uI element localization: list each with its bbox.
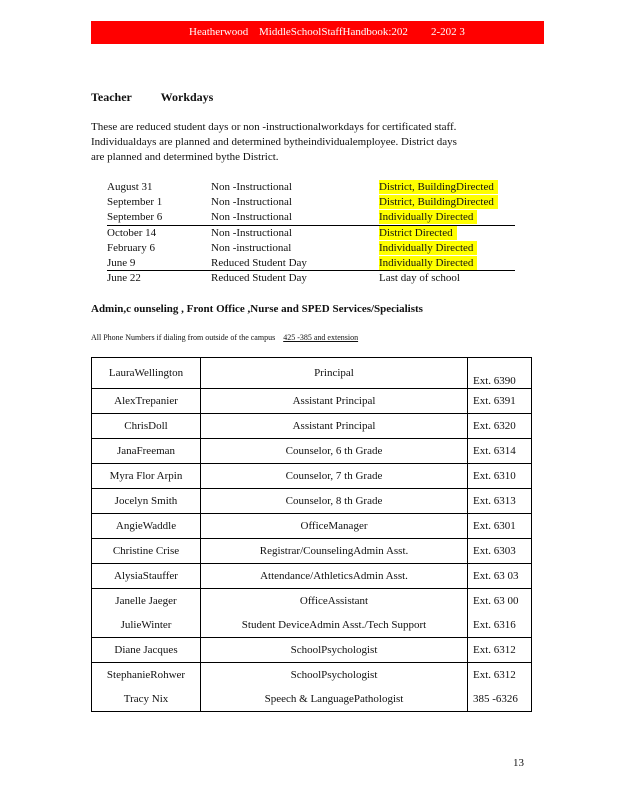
staff-name-cell — [92, 358, 201, 389]
staff-role: Registrar/CounselingAdmin Asst. — [259, 545, 409, 557]
staff-extension: 385 -6326 — [473, 693, 518, 705]
workday-date: September 6 — [107, 211, 163, 224]
staff-role: Counselor, 7 th Grade — [285, 470, 383, 482]
staff-heading: Admin,c ounseling , Front Office ,Nurse and SPED Services/Specialists — [91, 303, 423, 315]
workdays-heading-word1: Teacher — [91, 90, 132, 104]
staff-extension-cell — [468, 663, 532, 712]
workday-date: June 9 — [107, 257, 136, 269]
staff-name-cell — [92, 663, 201, 712]
workday-date: February 6 — [107, 241, 155, 254]
staff-role: Principal — [314, 367, 354, 379]
workday-directed: District, BuildingDirected — [379, 180, 498, 194]
staff-role-cell — [201, 439, 468, 464]
table-row — [92, 358, 532, 389]
table-row — [92, 514, 532, 539]
staff-name-cell — [92, 514, 201, 539]
staff-name: AngieWaddle — [115, 520, 177, 532]
staff-directory-table — [91, 357, 532, 712]
staff-extension-cell — [468, 358, 532, 389]
staff-role-cell — [201, 539, 468, 564]
staff-extension-cell — [468, 389, 532, 414]
table-row — [92, 489, 532, 514]
workday-type: Non -Instructional — [211, 181, 292, 193]
workdays-intro — [91, 120, 495, 165]
table-row — [92, 539, 532, 564]
staff-extension: Ext. 6320 — [473, 420, 516, 432]
staff-extension: Ext. 6301 — [473, 520, 516, 532]
staff-name: AlysiaStauffer — [114, 570, 178, 582]
intro-line: are planned and determined bythe District. — [91, 151, 279, 163]
staff-extension: Ext. 6390 — [473, 375, 516, 387]
workday-directed: Individually Directed — [379, 241, 477, 255]
header-handbook: MiddleSchoolStaffHandbook:202 — [259, 26, 408, 38]
workday-date: August 31 — [107, 181, 153, 193]
table-row — [92, 663, 532, 712]
header-year: 2-202 3 — [431, 26, 465, 38]
workday-type: Non -instructional — [211, 241, 292, 254]
staff-role-cell — [201, 489, 468, 514]
staff-role: Counselor, 6 th Grade — [285, 445, 383, 457]
staff-name-cell — [92, 638, 201, 663]
staff-name-cell — [92, 439, 201, 464]
staff-name-cell — [92, 414, 201, 439]
staff-name: JanaFreeman — [116, 445, 176, 457]
staff-role-cell — [201, 414, 468, 439]
phone-note-text: All Phone Numbers if dialing from outside of the campus — [91, 333, 276, 342]
workday-separator — [107, 225, 515, 226]
workday-date: October 14 — [107, 226, 157, 239]
staff-name-cell — [92, 489, 201, 514]
workday-directed: District, BuildingDirected — [379, 195, 498, 209]
staff-name: JulieWinter — [120, 619, 172, 631]
staff-role: Counselor, 8 th Grade — [285, 495, 383, 507]
staff-extension: Ext. 6391 — [473, 395, 516, 407]
table-row — [92, 389, 532, 414]
table-row — [92, 464, 532, 489]
staff-role: OfficeManager — [300, 520, 368, 532]
staff-extension: Ext. 6314 — [473, 445, 516, 457]
staff-name: Tracy Nix — [123, 693, 169, 705]
table-row — [92, 564, 532, 589]
staff-role: SchoolPsychologist — [290, 644, 378, 656]
staff-name-cell — [92, 539, 201, 564]
staff-name: Janelle Jaeger — [115, 595, 177, 607]
workday-separator — [107, 270, 515, 271]
staff-extension-cell — [468, 638, 532, 663]
staff-name: AlexTrepanier — [114, 395, 178, 407]
staff-name: LauraWellington — [108, 367, 184, 379]
table-row — [92, 638, 532, 663]
staff-extension-cell — [468, 464, 532, 489]
staff-role: OfficeAssistant — [299, 595, 369, 607]
staff-role-cell — [201, 638, 468, 663]
staff-name: StephanieRohwer — [106, 669, 186, 681]
workday-type: Reduced Student Day — [211, 257, 307, 269]
staff-extension: Ext. 6312 — [473, 644, 516, 656]
staff-extension-cell — [468, 489, 532, 514]
table-row — [92, 439, 532, 464]
workday-date: September 1 — [107, 196, 163, 209]
staff-extension: Ext. 6316 — [473, 619, 516, 631]
staff-role: Student DeviceAdmin Asst./Tech Support — [241, 619, 427, 631]
staff-extension-cell — [468, 514, 532, 539]
phone-note — [91, 333, 358, 342]
staff-role-cell — [201, 389, 468, 414]
table-row — [92, 589, 532, 638]
staff-role: Assistant Principal — [292, 395, 376, 407]
workdays-heading-word2: Workdays — [160, 90, 214, 104]
staff-extension-cell — [468, 414, 532, 439]
staff-role-cell — [201, 464, 468, 489]
staff-role: SchoolPsychologist — [290, 669, 378, 681]
running-header — [91, 21, 544, 44]
intro-line: These are reduced student days or non -instructionalworkdays for certificated staff. — [91, 121, 457, 133]
workday-directed: Last day of school — [379, 272, 460, 285]
workday-date: June 22 — [107, 272, 141, 285]
staff-name-cell — [92, 389, 201, 414]
staff-role-cell — [201, 564, 468, 589]
staff-extension: Ext. 6312 — [473, 669, 516, 681]
staff-role-cell — [201, 358, 468, 389]
staff-name: Diane Jacques — [114, 644, 178, 656]
table-row — [92, 414, 532, 439]
staff-extension-cell — [468, 589, 532, 638]
staff-name-cell — [92, 589, 201, 638]
phone-prefix: 425 -385 and extension — [283, 333, 359, 342]
workdays-heading — [91, 90, 213, 105]
staff-role: Attendance/AthleticsAdmin Asst. — [260, 570, 408, 582]
staff-extension: Ext. 6310 — [473, 470, 516, 482]
staff-extension: Ext. 63 03 — [473, 570, 519, 582]
workday-type: Non -Instructional — [211, 196, 292, 209]
staff-role-cell — [201, 663, 468, 712]
workday-directed: Individually Directed — [379, 210, 477, 224]
staff-role-cell — [201, 514, 468, 539]
workday-type: Non -Instructional — [211, 226, 292, 239]
staff-role-cell — [201, 589, 468, 638]
page-number: 13 — [513, 757, 524, 769]
staff-extension-cell — [468, 439, 532, 464]
staff-extension-cell — [468, 564, 532, 589]
staff-name: Myra Flor Arpin — [109, 470, 183, 482]
staff-name-cell — [92, 564, 201, 589]
staff-extension: Ext. 6303 — [473, 545, 516, 557]
workday-directed: District Directed — [379, 226, 457, 240]
workday-type: Reduced Student Day — [211, 272, 307, 285]
staff-role: Speech & LanguagePathologist — [264, 693, 404, 705]
staff-extension: Ext. 6313 — [473, 495, 516, 507]
intro-line: Individualdays are planned and determined bytheindividualemployee. District days — [91, 136, 457, 148]
staff-name-cell — [92, 464, 201, 489]
workday-type: Non -Instructional — [211, 211, 292, 224]
staff-name: Christine Crise — [112, 545, 180, 557]
header-school: Heatherwood — [189, 26, 249, 38]
staff-name: Jocelyn Smith — [114, 495, 178, 507]
staff-name: ChrisDoll — [124, 420, 168, 432]
staff-extension: Ext. 63 00 — [473, 595, 519, 607]
staff-role: Assistant Principal — [292, 420, 376, 432]
staff-extension-cell — [468, 539, 532, 564]
workday-directed: Individually Directed — [379, 256, 477, 270]
